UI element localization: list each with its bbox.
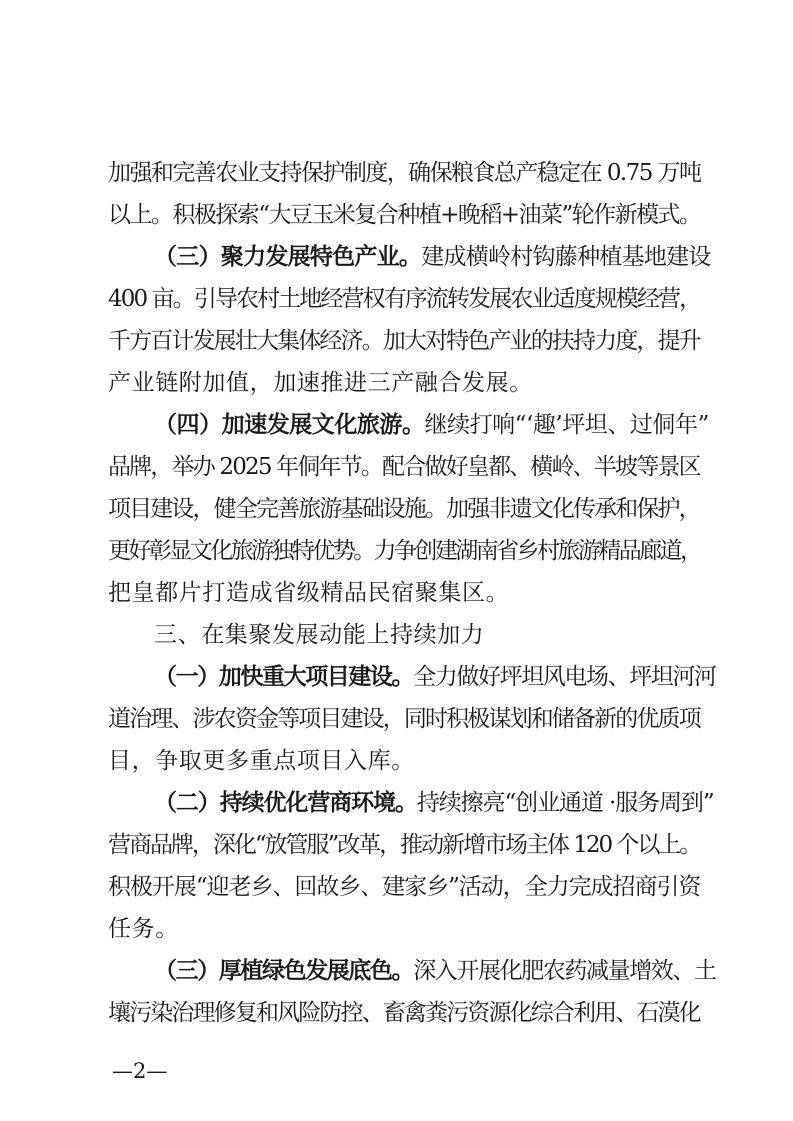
paragraph-first-line: [154, 410, 709, 440]
body-text-line: 400 亩。引导农村土地经营权有序流转发展农业适度规模经营，: [108, 286, 701, 312]
body-text: 继续打响“‘趣’坪坦、过侗年”: [424, 412, 709, 438]
section-title: 三、在集聚发展动能上持续加力: [154, 622, 485, 648]
paragraph-first-line: [154, 788, 714, 818]
body-text-line: 任务。: [108, 916, 179, 942]
body-text-line: 产业链附加值，加速推进三产融合发展。: [108, 370, 533, 396]
subsection-heading: （一）加快重大项目建设。: [154, 664, 414, 690]
body-text-line: 更好彰显文化旅游独特优势。力争创建湖南省乡村旅游精品廊道，: [108, 538, 701, 564]
body-text: 全力做好坪坦风电场、坪坦河河: [413, 664, 716, 690]
body-text-line: 把皇都片打造成省级精品民宿聚集区。: [108, 580, 510, 606]
subsection-heading: （三）厚植绿色发展底色。: [154, 958, 414, 984]
body-text-line: 营商品牌，深化“放管服”改革，推动新增市场主体 120 个以上。: [108, 832, 701, 858]
body-text-line: 壤污染治理修复和风险防控、畜禽粪污资源化综合利用、石漠化: [108, 1000, 700, 1026]
body-text-line: 项目建设，健全完善旅游基础设施。加强非遗文化传承和保护，: [108, 496, 700, 522]
body-text-line: 道治理、涉农资金等项目建设，同时积极谋划和储备新的优质项: [108, 706, 700, 732]
body-text: 建成横岭村钩藤种植基地建设: [421, 244, 711, 270]
body-text-line: 品牌，举办 2025 年侗年节。配合做好皇都、横岭、半坡等景区: [108, 454, 700, 480]
body-text: 深入开展化肥农药减量增效、土: [413, 958, 716, 984]
body-text: 持续擦亮“创业通道 ·服务周到”: [416, 790, 714, 816]
subsection-heading: （四）加速发展文化旅游。: [154, 412, 425, 438]
body-text-line: 千方百计发展壮大集体经济。加大对特色产业的扶持力度，提升: [108, 328, 700, 354]
paragraph-first-line: [154, 242, 711, 272]
body-text-line: 加强和完善农业支持保护制度，确保粮食总产稳定在 0.75 万吨: [108, 160, 701, 186]
paragraph-first-line: [154, 956, 716, 986]
body-text-line: 积极开展“迎老乡、回故乡、建家乡”活动，全力完成招商引资: [108, 874, 701, 900]
subsection-heading: （三）聚力发展特色产业。: [154, 244, 422, 270]
body-text-line: 以上。积极探索“大豆玉米复合种植+晚稻+油菜”轮作新模式。: [108, 202, 701, 228]
paragraph-first-line: [154, 662, 716, 692]
body-text-line: 目，争取更多重点项目入库。: [108, 748, 415, 774]
subsection-heading: （二）持续优化营商环境。: [154, 790, 417, 816]
page-number: —2—: [112, 1059, 168, 1083]
